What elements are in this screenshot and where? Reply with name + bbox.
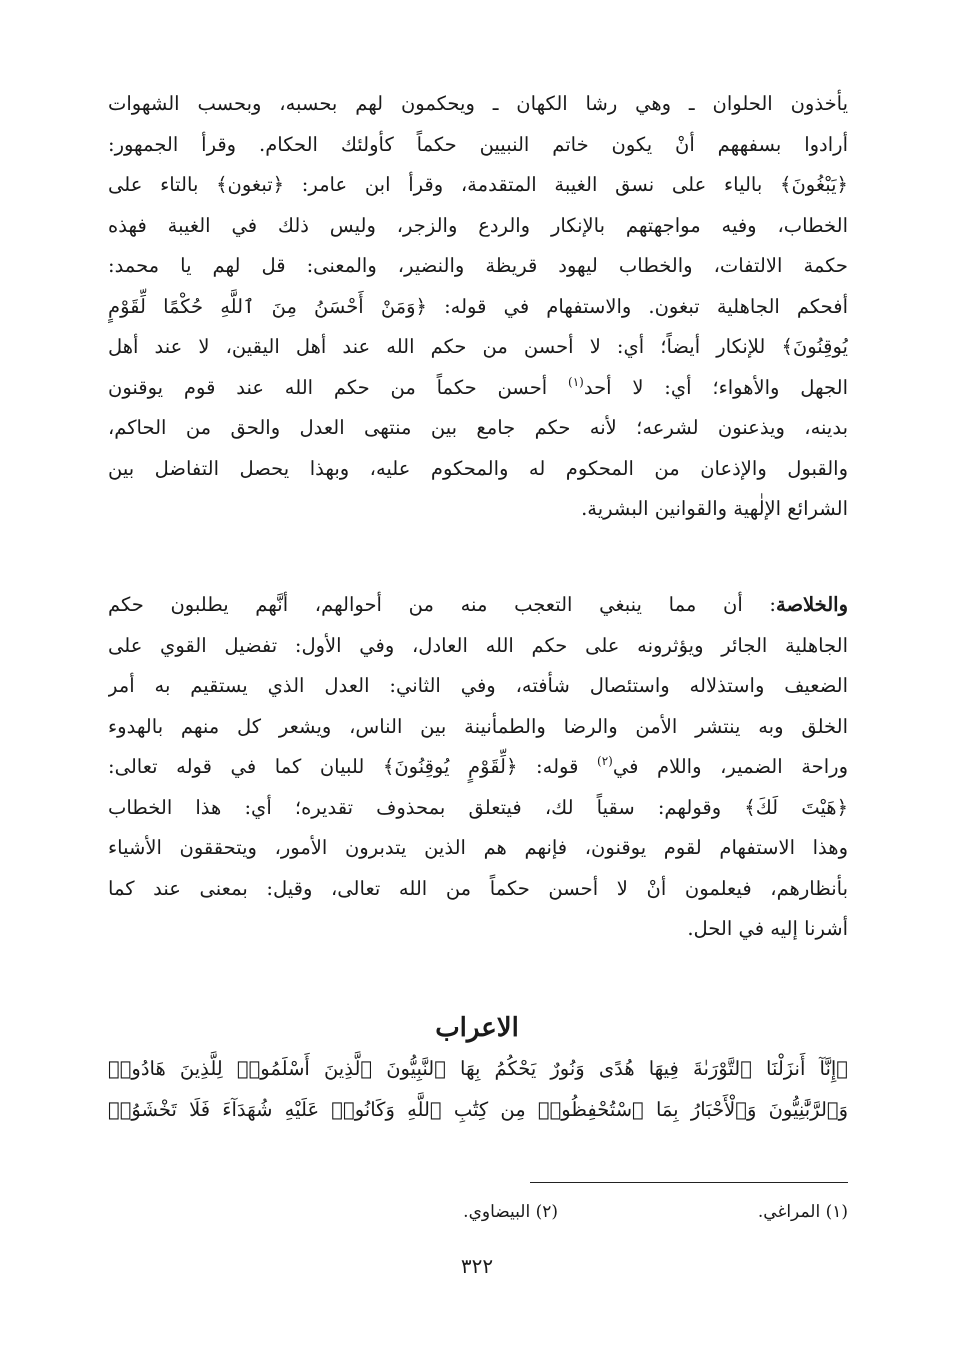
footnote-1: (١) المراغي. (757, 1202, 848, 1222)
text-line: بدينه، ويذعنون لشرعه؛ لأنه حكم جامع بين منتهى العدل والحق من الحاكم، (108, 416, 848, 439)
text-line: الشرائع الإلٰهية والقوانين البشرية. (581, 497, 848, 520)
text-line: والقبول والإذعان من المحكوم له والمحكوم عليه، وبهذا يحصل التفاضل بين (108, 456, 848, 480)
page-number: ٣٢٢ (460, 1254, 494, 1278)
text-line (108, 368, 848, 409)
text-line: ﴿يَبْغُونَ﴾ بالياء على نسق الغيبة المتقدمة، وقرأ ابن عامر: ﴿تبغون﴾ بالتاء على (108, 173, 848, 196)
text-line: الخطاب، وفيه مواجهتهم بالإنكار والردع والزجر، وليس ذلك في الغيبة فهذه (108, 213, 848, 237)
text-segment: : أن مما ينبغي التعجب منه من أحوالهم، أنَّهم يطلبون حكم (108, 593, 776, 616)
text-line: أرادوا بسفههم أنْ يكون خاتم النبيين حكماً كأولئك الحكام. وقرأ الجمهور: (108, 132, 848, 156)
text-segment: وراحة الضمير، واللام في (612, 755, 848, 778)
text-line: ﴿هَيْتَ لَكَ﴾ وقولهم: سقياً لك، فيتعلق بمحذوف تقديره؛ أي: هذا الخطاب (108, 795, 848, 819)
text-line: أفحكم الجاهلية تبغون. والاستفهام في قوله: ﴿وَمَنْ أَحْسَنُ مِنَ ٱللَّهِ حُكْمًا لِّقَوْمٍ (108, 294, 848, 318)
text-line: الضعيف واستذلاله واستئصال شأفته، وفي الثاني: العدل الذي يستقيم به أمر (108, 674, 848, 697)
footnote-marker: (١) (568, 374, 584, 389)
summary-paragraph (108, 585, 848, 950)
text-segment: قوله: ﴿لِّقَوْمٍ يُوقِنُونَ﴾ للبيان كما في قوله تعالى: (108, 755, 598, 778)
text-line: أشرنا إليه في الحل. (687, 917, 848, 940)
footnote-divider (530, 1182, 848, 1183)
verse-line: وَٱلرَّبَّٰنِيُّونَ وَٱلْأَحْبَارُ بِمَا ٱسْتُحْفِظُوا۟ مِن كِتَٰبِ ٱللَّهِ وَكَانُوا۟ عَلَيْهِ شُهَدَآءَ فَلَا تَخْشَوُا۟ (108, 1097, 848, 1121)
verse-block (108, 1049, 848, 1130)
text-segment: الجهل والأهواء؛ أي: لا أحد (583, 375, 848, 399)
section-heading: الاعراب (435, 1013, 519, 1043)
summary-lead: والخلاصة (775, 593, 848, 616)
text-line (108, 585, 848, 626)
text-line: بأنظارهم، فيعلمون أنْ لا أحسن حكماً من الله تعالى، وقيل: بمعنى عند كما (108, 876, 848, 900)
text-line: يأخذون الحلوان ـ وهي رشا الكهان ـ ويحكمون لهم بحسبه، وبحسب الشهوات (108, 92, 848, 115)
text-line: يُوقِنُونَ﴾ للإنكار أيضاً؛ أي: لا أحسن من حكم الله عند أهل اليقين، لا عند أهل (108, 335, 848, 358)
verse-line: ﴿إِنَّآ أَنزَلْنَا ٱلتَّوْرَىٰةَ فِيهَا هُدًى وَنُورٌ يَحْكُمُ بِهَا ٱلنَّبِيُّونَ ٱلَّذِينَ أَسْلَمُوا۟ لِلَّذِينَ هَادُوا۟ (108, 1057, 848, 1080)
footnotes (108, 1196, 848, 1228)
footnote-2: (٢) البيضاوي. (463, 1202, 558, 1222)
text-line: الجاهلية الجائر ويؤثرونه على حكم الله العادل، وفي الأول: تفضيل القوي على (108, 633, 848, 657)
commentary-paragraph (108, 84, 848, 530)
text-line: الخلق وبه ينتشر الأمن والرضا والطمأنينة بين الناس، ويشعر كل منهم بالهدوء (108, 714, 848, 738)
text-line: وهذا الاستفهام لقوم يوقنون، فإنهم هم الذين يتدبرون الأمور، ويتحققون الأشياء (108, 836, 848, 859)
text-line: حكمة الالتفات، والخطاب ليهود قريظة والنضير، والمعنى: قل لهم يا محمد: (108, 254, 848, 277)
footnote-marker: (٢) (597, 754, 613, 768)
text-line (108, 747, 848, 788)
text-segment: أحسن حكماً من حكم الله عند قوم يوقنون (108, 375, 568, 399)
